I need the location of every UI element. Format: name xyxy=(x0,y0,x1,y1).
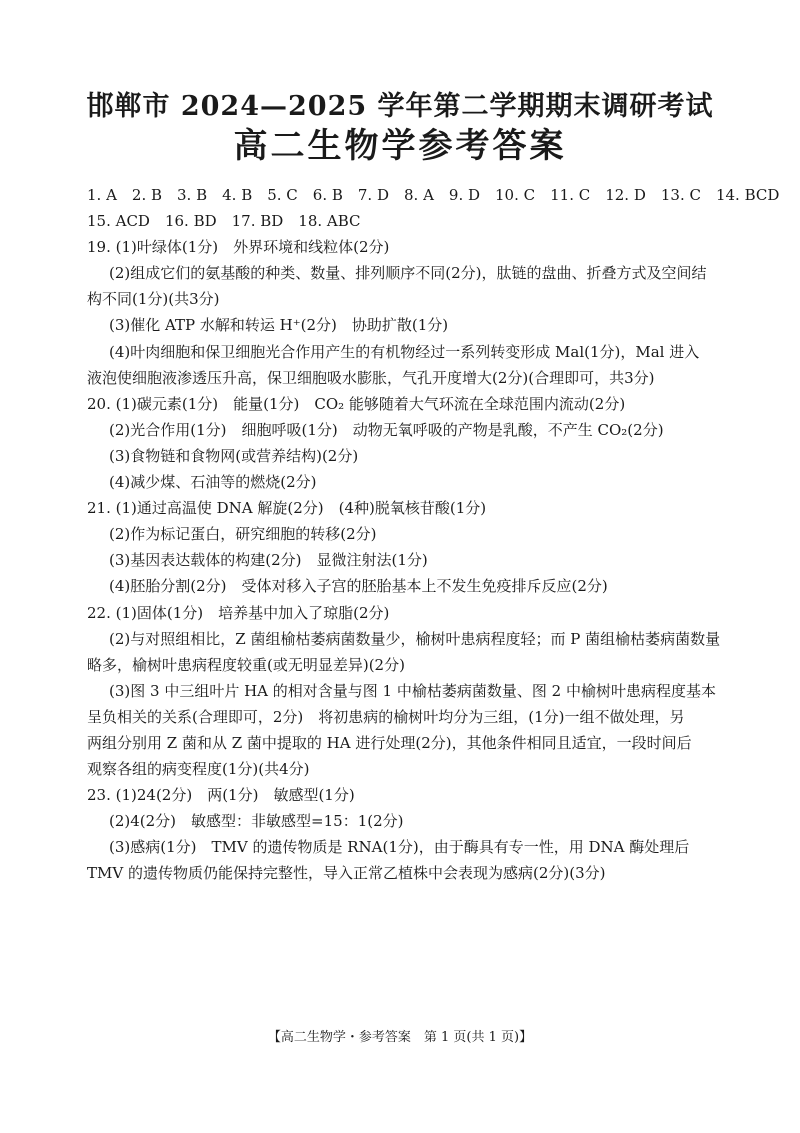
q22-line-6: 两组分别用 Z 菌和从 Z 菌中提取的 HA 进行处理(2分)，其他条件相同且适宜，一段时间后 xyxy=(87,733,692,752)
q23-line-1: 23. (1)24(2分) 两(1分) 敏感型(1分) xyxy=(87,786,355,805)
q19-line-5: (4)叶肉细胞和保卫细胞光合作用产生的有机物经过一系列转变形成 Mal(1分)，Mal 进入 xyxy=(109,342,700,361)
q19-line-3: 构不同(1分)(共3分) xyxy=(87,290,220,309)
q22-line-7: 观察各组的病变程度(1分)(共4分) xyxy=(87,760,310,779)
q22-line-1: 22. (1)固体(1分) 培养基中加入了琼脂(2分) xyxy=(87,603,390,622)
q20-line-2: (2)光合作用(1分) 细胞呼吸(1分) 动物无氧呼吸的产物是乳酸，不产生 CO₂(2分) xyxy=(109,420,664,439)
q19-line-6: 液泡使细胞液渗透压升高，保卫细胞吸水膨胀，气孔开度增大(2分)(合理即可，共3分) xyxy=(87,368,655,387)
q22-line-3: 略多，榆树叶患病程度较重(或无明显差异)(2分) xyxy=(87,655,405,674)
q21-line-4: (4)胚胎分割(2分) 受体对移入子宫的胚胎基本上不发生免疫排斥反应(2分) xyxy=(109,577,608,596)
q23-line-2: (2)4(2分) 敏感型：非敏感型=15：1(2分) xyxy=(109,812,404,831)
q20-line-4: (4)减少煤、石油等的燃烧(2分) xyxy=(109,473,317,492)
page-footer: 【高二生物学・参考答案 第 1 页(共 1 页)】 xyxy=(267,1030,533,1045)
q19-line-2: (2)组成它们的氨基酸的种类、数量、排列顺序不同(2分)，肽链的盘曲、折叠方式及空间结 xyxy=(109,264,707,283)
q20-line-1: 20. (1)碳元素(1分) 能量(1分) CO₂ 能够随着大气环流在全球范围内流动(2分) xyxy=(87,394,626,413)
q19-line-1: 19. (1)叶绿体(1分) 外界环境和线粒体(2分) xyxy=(87,238,390,257)
choice-answers-line-2: 15. ACD 16. BD 17. BD 18. ABC xyxy=(87,212,361,231)
q20-line-3: (3)食物链和食物网(或营养结构)(2分) xyxy=(109,446,359,465)
choice-answers-line-1: 1. A 2. B 3. B 4. B 5. C 6. B 7. D 8. A 9. D 10. C 11. C 12. D 13. C 14. BCD xyxy=(87,186,780,204)
q22-line-4: (3)图 3 中三组叶片 HA 的相对含量与图 1 中榆枯萎病菌数量、图 2 中榆树叶患病程度基本 xyxy=(109,681,716,700)
q21-line-2: (2)作为标记蛋白，研究细胞的转移(2分) xyxy=(109,525,377,544)
exam-title: 邯郸市 2024—2025 学年第二学期期末调研考试 xyxy=(86,91,714,122)
answer-key-title: 高二生物学参考答案 xyxy=(233,126,567,166)
q23-line-3: (3)感病(1分) TMV 的遗传物质是 RNA(1分)，由于酶具有专一性，用 DNA 酶处理后 xyxy=(109,838,690,857)
answer-content xyxy=(87,182,780,887)
q19-line-4: (3)催化 ATP 水解和转运 H⁺(2分) 协助扩散(1分) xyxy=(109,316,449,335)
q22-line-2: (2)与对照组相比，Z 菌组榆枯萎病菌数量少，榆树叶患病程度轻；而 P 菌组榆枯萎病菌数量 xyxy=(109,629,721,648)
q21-line-1: 21. (1)通过高温使 DNA 解旋(2分) (4种)脱氧核苷酸(1分) xyxy=(87,499,487,518)
q21-line-3: (3)基因表达载体的构建(2分) 显微注射法(1分) xyxy=(109,551,428,570)
q23-line-4: TMV 的遗传物质仍能保持完整性，导入正常乙植株中会表现为感病(2分)(3分) xyxy=(87,864,606,883)
q22-line-5: 呈负相关的关系(合理即可，2分) 将初患病的榆树叶均分为三组，(1分)一组不做处理，另 xyxy=(87,707,685,726)
